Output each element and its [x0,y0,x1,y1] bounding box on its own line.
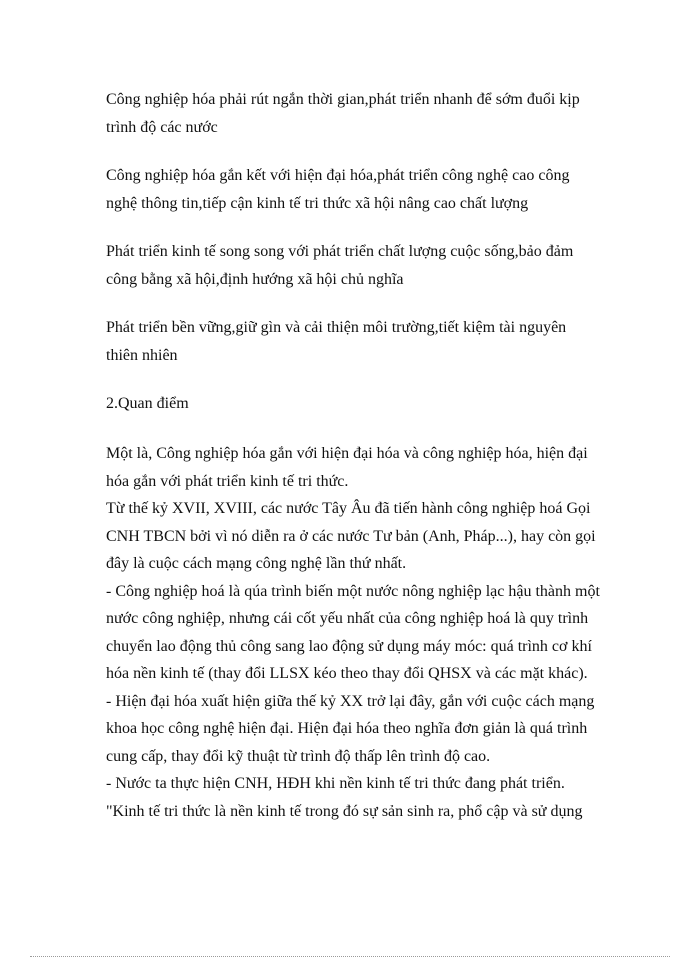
body-paragraph-3: - Công nghiệp hoá là qúa trình biến một nước nông nghiệp lạc hậu thành một nước công nghiệp, nhưng cái cốt yếu nhất của công nghiệp hoá là quy trình chuyển lao động thủ công sang lao động sử dụng máy móc: quá trình cơ khí hóa nền kinh tế (thay đổi LLSX kéo theo thay đổi QHSX và các mặt khác). [106,582,600,682]
goal-paragraph-2: Công nghiệp hóa gắn kết với hiện đại hóa,phát triển công nghệ cao công nghệ thông tin,tiếp cận kinh tế tri thức xã hội nâng cao chất lượng [106,167,570,212]
body-paragraph-5: - Nước ta thực hiện CNH, HĐH khi nền kinh tế tri thức đang phát triển. [106,775,565,792]
goal-paragraph-1: Công nghiệp hóa phải rút ngắn thời gian,phát triển nhanh để sớm đuổi kịp trình độ các nước [106,91,580,136]
document-content [106,86,601,825]
body-paragraph-4: - Hiện đại hóa xuất hiện giữa thế kỷ XX trở lại đây, gắn với cuộc cách mạng khoa học công nghệ hiện đại. Hiện đại hóa theo nghĩa đơn giản là quá trình cung cấp, thay đổi kỹ thuật từ trình độ thấp lên trình độ cao. [106,692,595,765]
body-paragraph-6: "Kinh tế tri thức là nền kinh tế trong đó sự sản sinh ra, phổ cập và sử dụng [106,802,583,820]
body-paragraph-2: Từ thế kỷ XVII, XVIII, các nước Tây Âu đã tiến hành công nghiệp hoá Gọi CNH TBCN bởi vì nó diễn ra ở các nước Tư bản (Anh, Pháp...), hay còn gọi đây là cuộc cách mạng công nghệ lần thứ nhất. [106,500,596,572]
section-heading: 2.Quan điểm [106,395,189,412]
goal-paragraph-4: Phát triển bền vững,giữ gìn và cải thiện môi trường,tiết kiệm tài nguyên thiên nhiên [106,319,567,364]
page-bottom-divider [30,956,670,957]
body-paragraph-1: Một là, Công nghiệp hóa gắn với hiện đại hóa và công nghiệp hóa, hiện đại hóa gắn với phát triển kinh tế tri thức. [106,445,588,490]
goal-paragraph-3: Phát triển kinh tế song song với phát triển chất lượng cuộc sống,bảo đảm công bằng xã hội,định hướng xã hội chủ nghĩa [106,243,574,288]
